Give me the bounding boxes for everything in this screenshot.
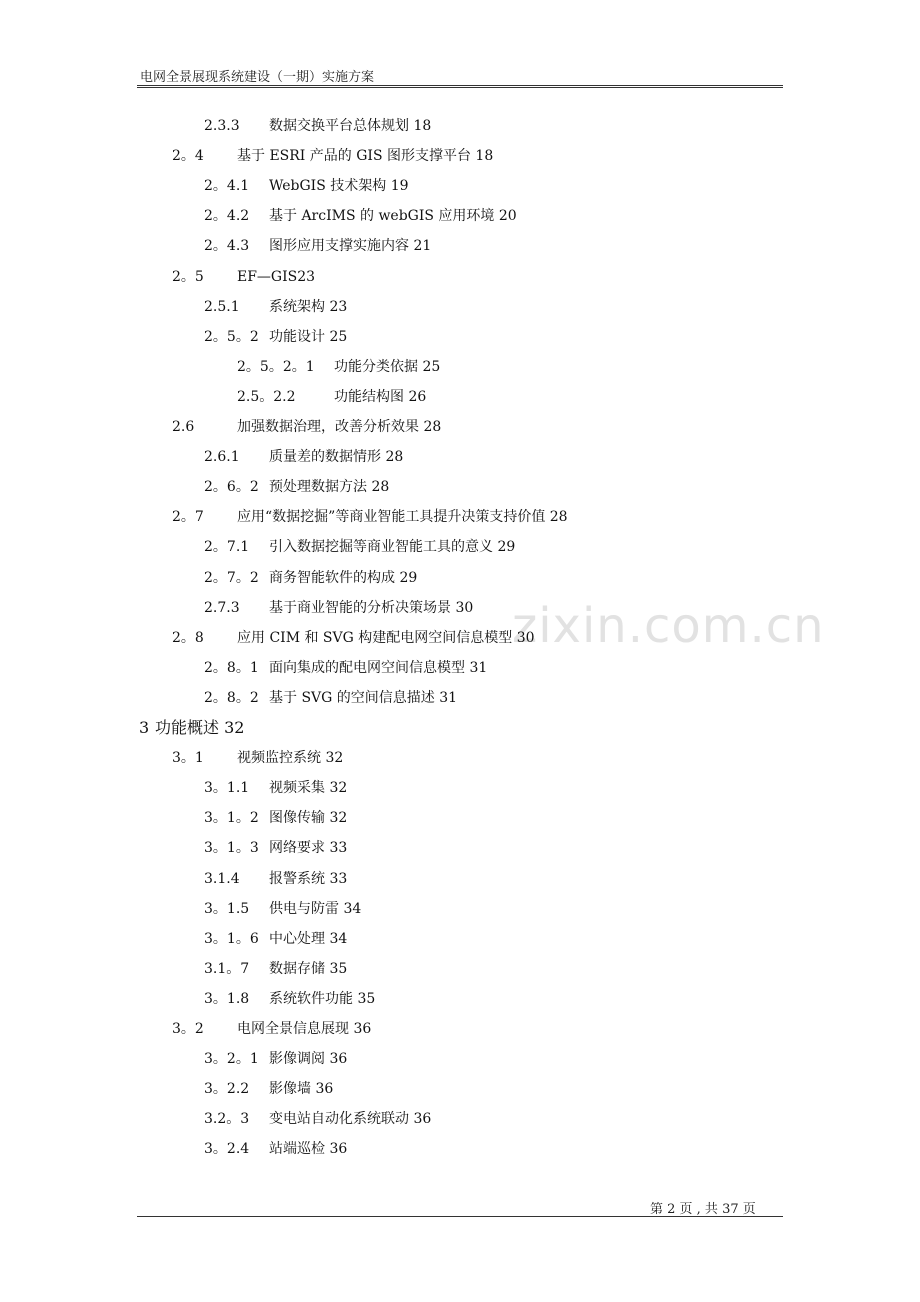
toc-entry-number: 3。1.8 (204, 990, 250, 1007)
toc-entry-title: 加强数据治理，改善分析效果 28 (237, 419, 442, 435)
toc-entry-title: 功能概述 32 (155, 718, 245, 737)
toc-entry-title: 报警系统 33 (269, 870, 348, 887)
watermark: zixin.com.cn (512, 598, 825, 654)
toc-entry-title: 视频监控系统 32 (237, 750, 344, 767)
toc-entry-title: 影像调阅 36 (269, 1051, 348, 1068)
toc-entry-title: 系统软件功能 35 (269, 990, 376, 1007)
toc-entry-number: 2.5。2.2 (237, 388, 296, 405)
toc-entry-number: 2。4 (172, 148, 204, 165)
toc-entry-number: 2。4.2 (204, 208, 250, 225)
toc-entry-title: 功能结构图 26 (334, 388, 427, 405)
toc-entry-number: 3。1。3 (204, 840, 259, 857)
toc-entry-number: 2。8。2 (204, 689, 259, 706)
toc-entry-title: 系统架构 23 (269, 298, 348, 315)
toc-entry-number: 3。2。1 (204, 1051, 259, 1068)
toc-entry-number: 3。2.4 (204, 1141, 250, 1158)
toc-entry-title: 图形应用支撑实施内容 21 (269, 238, 432, 255)
toc-entry-title: 变电站自动化系统联动 36 (269, 1111, 432, 1128)
toc-entry-number: 2.6 (172, 419, 195, 435)
toc-entry-number: 3 (139, 718, 150, 737)
toc-entry-number: 3.1。7 (204, 960, 250, 977)
toc-entry-title: 引入数据挖掘等商业智能工具的意义 29 (269, 539, 516, 556)
toc-entry-title: 数据存储 35 (269, 960, 348, 977)
toc-entry-number: 2.5.1 (204, 298, 240, 315)
toc-entry-number: 2。5 (172, 268, 204, 285)
toc-entry-title: 面向集成的配电网空间信息模型 31 (269, 659, 488, 676)
toc-entry-number: 2。6。2 (204, 479, 259, 496)
toc-entry-number: 3。1。2 (204, 810, 259, 827)
toc-entry-number: 3。2.2 (204, 1081, 250, 1098)
toc-entry-title: 网络要求 33 (269, 840, 348, 857)
toc-entry-title: 供电与防雷 34 (269, 900, 362, 917)
toc-entry-title: 图像传输 32 (269, 810, 348, 827)
toc-entry-title: 基于 ESRI 产品的 GIS 图形支撑平台 18 (237, 148, 494, 165)
toc-entry-number: 2.7.3 (204, 599, 240, 616)
toc-entry-number: 3。1.5 (204, 900, 250, 917)
toc-entry-title: 中心处理 34 (269, 930, 348, 947)
toc-entry-number: 2。4.1 (204, 178, 250, 195)
toc-entry-title: 视频采集 32 (269, 780, 348, 797)
toc-entry-title: 基于 SVG 的空间信息描述 31 (269, 689, 458, 706)
toc-entry-number: 2。7。2 (204, 569, 259, 586)
toc-entry-number: 3。1 (172, 750, 204, 767)
toc-entry-number: 3.2。3 (204, 1111, 250, 1128)
toc-entry-title: 质量差的数据情形 28 (269, 449, 404, 466)
toc-entry-title: 站端巡检 36 (269, 1141, 348, 1158)
document-title: 电网全景展现系统建设（一期）实施方案 (140, 70, 375, 85)
toc-entry-number: 3。1。6 (204, 930, 259, 947)
toc-entry-title: 影像墙 36 (269, 1081, 334, 1098)
toc-entry-title: 基于商业智能的分析决策场景 30 (269, 599, 474, 616)
toc-entry-title: 商务智能软件的构成 29 (269, 569, 418, 586)
toc-entry-title: WebGIS 技术架构 19 (269, 178, 409, 195)
page-number: 第 2 页 , 共 37 页 (650, 1202, 756, 1217)
toc-entry-number: 2。4.3 (204, 238, 250, 255)
toc-entry-number: 2。8 (172, 629, 204, 646)
toc-entry-number: 2。8。1 (204, 659, 259, 676)
toc-entry-title: 预处理数据方法 28 (269, 479, 390, 496)
toc-entry-number: 2.6.1 (204, 449, 240, 466)
toc-entry-number: 2。5。2 (204, 328, 259, 345)
toc-entry-number: 3.1.4 (204, 870, 240, 887)
toc-entry-number: 2。7 (172, 509, 204, 526)
toc-entry-title: 功能设计 25 (269, 328, 348, 345)
toc-entry-title: 应用“数据挖掘”等商业智能工具提升决策支持价值 28 (237, 509, 568, 526)
toc-entry-number: 3。2 (172, 1021, 204, 1037)
toc-entry-title: 应用 CIM 和 SVG 构建配电网空间信息模型 30 (237, 629, 535, 646)
toc-entry-title: 基于 ArcIMS 的 webGIS 应用环境 20 (269, 208, 517, 225)
toc-entry-title: 数据交换平台总体规划 18 (269, 118, 432, 134)
toc-entry-title: 电网全景信息展现 36 (237, 1021, 372, 1037)
toc-entry-number: 3。1.1 (204, 780, 250, 797)
toc-entry-title: 功能分类依据 25 (334, 358, 441, 375)
toc-entry-title: EF—GIS23 (237, 268, 316, 285)
toc-entry-number: 2.3.3 (204, 118, 240, 134)
toc-entry-number: 2。5。2。1 (237, 358, 315, 375)
toc-entry-number: 2。7.1 (204, 539, 250, 556)
